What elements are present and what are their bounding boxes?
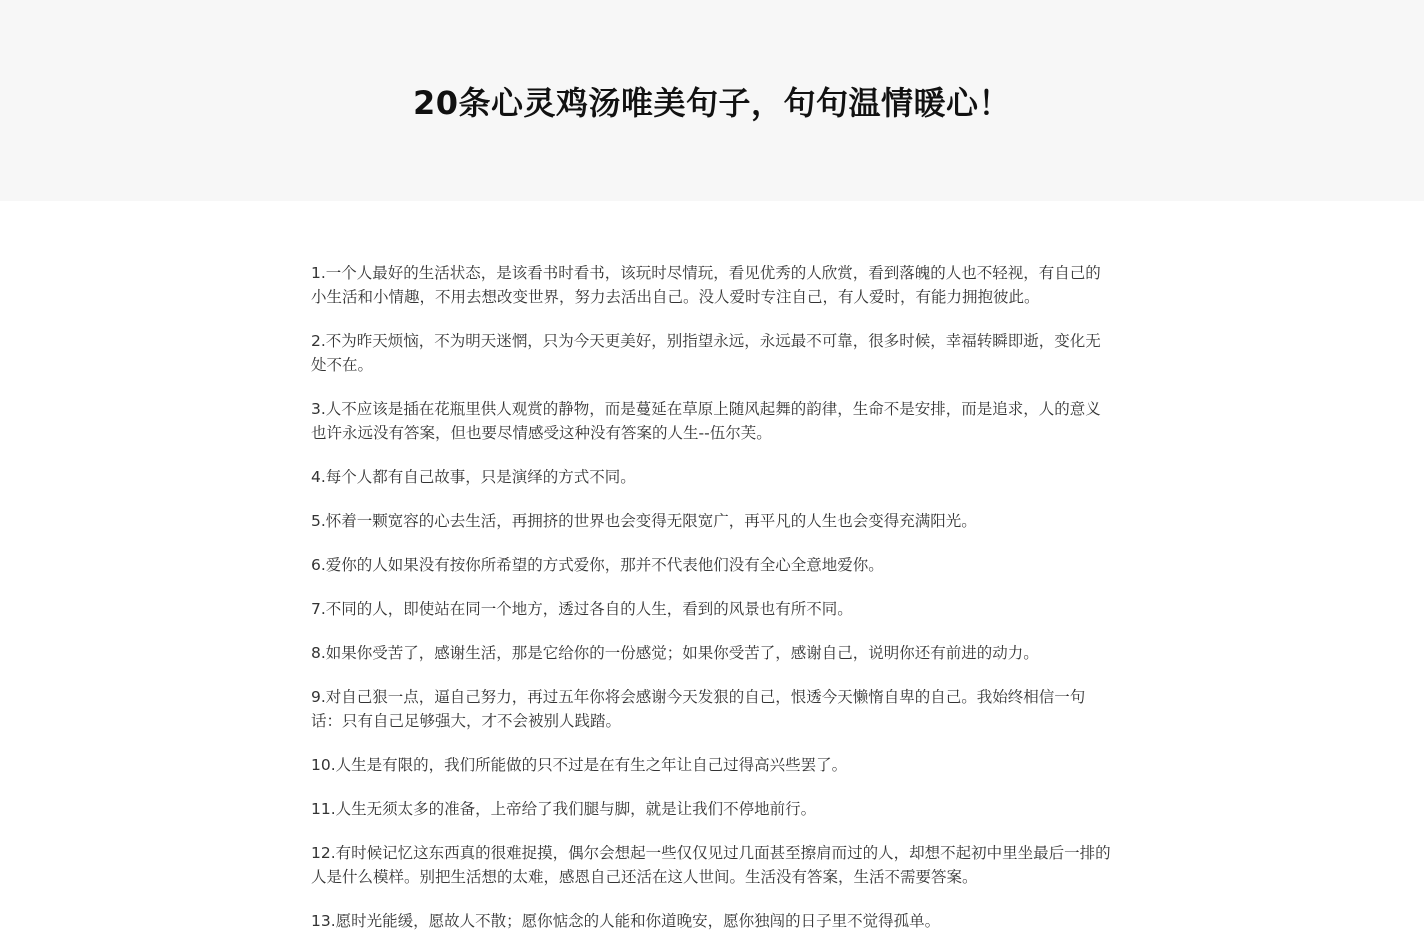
page-header	[0, 0, 1424, 201]
paragraph: 13.愿时光能缓，愿故人不散；愿你惦念的人能和你道晚安，愿你独闯的日子里不觉得孤单。	[311, 912, 941, 930]
paragraph: 1.一个人最好的生活状态，是该看书时看书，该玩时尽情玩，看见优秀的人欣赏，看到落魄的人也不轻视，有自己的小生活和小情趣，不用去想改变世界，努力去活出自己。没人爱时专注自己，有人爱时，有能力拥抱彼此。	[311, 264, 1101, 306]
paragraph: 2.不为昨天烦恼，不为明天迷惘，只为今天更美好，别指望永远，永远最不可靠，很多时候，幸福转瞬即逝，变化无处不在。	[311, 332, 1101, 374]
paragraph: 3.人不应该是插在花瓶里供人观赏的静物，而是蔓延在草原上随风起舞的韵律，生命不是安排，而是追求，人的意义也许永远没有答案，但也要尽情感受这种没有答案的人生--伍尔芙。	[311, 400, 1101, 442]
paragraph: 6.爱你的人如果没有按你所希望的方式爱你，那并不代表他们没有全心全意地爱你。	[311, 556, 884, 574]
paragraph: 12.有时候记忆这东西真的很难捉摸，偶尔会想起一些仅仅见过几面甚至擦肩而过的人，却想不起初中里坐最后一排的人是什么模样。别把生活想的太难，感恩自己还活在这人世间。生活没有答案，生活不需要答案。	[311, 844, 1111, 886]
paragraph: 9.对自己狠一点，逼自己努力，再过五年你将会感谢今天发狠的自己，恨透今天懒惰自卑的自己。我始终相信一句话：只有自己足够强大，才不会被别人践踏。	[311, 688, 1086, 730]
article-body	[311, 201, 1113, 933]
paragraph: 8.如果你受苦了，感谢生活，那是它给你的一份感觉；如果你受苦了，感谢自己，说明你还有前进的动力。	[311, 644, 1039, 662]
paragraph: 11.人生无须太多的准备，上帝给了我们腿与脚，就是让我们不停地前行。	[311, 800, 817, 818]
page-title: 20条心灵鸡汤唯美句子，句句温情暖心！	[412, 83, 1012, 122]
paragraph: 10.人生是有限的，我们所能做的只不过是在有生之年让自己过得高兴些罢了。	[311, 756, 848, 774]
paragraph: 5.怀着一颗宽容的心去生活，再拥挤的世界也会变得无限宽广，再平凡的人生也会变得充满阳光。	[311, 512, 977, 530]
paragraph: 4.每个人都有自己故事，只是演绎的方式不同。	[311, 468, 636, 486]
paragraph: 7.不同的人，即使站在同一个地方，透过各自的人生，看到的风景也有所不同。	[311, 600, 853, 618]
